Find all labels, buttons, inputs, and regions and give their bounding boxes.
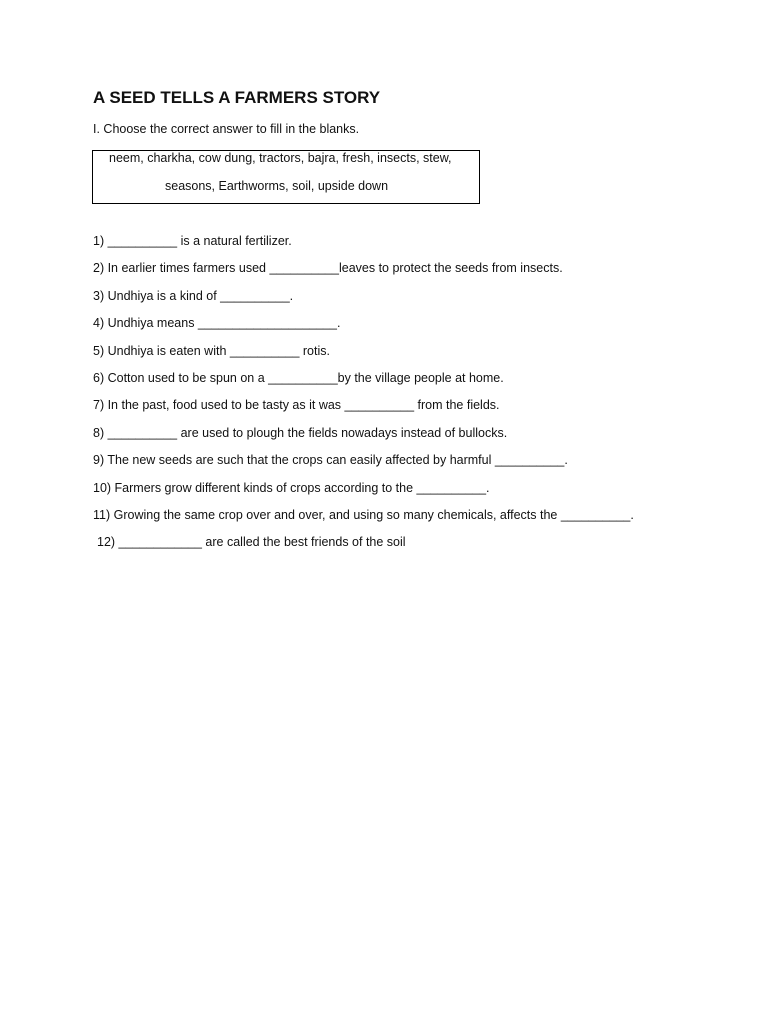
question-7: 7) In the past, food used to be tasty as it was __________ from the fields.	[93, 398, 500, 413]
word-bank-line-1: neem, charkha, cow dung, tractors, bajra, fresh, insects, stew,	[109, 151, 452, 165]
question-11: 11) Growing the same crop over and over, and using so many chemicals, affects the __________.	[93, 507, 634, 522]
question-3: 3) Undhiya is a kind of __________.	[93, 288, 294, 303]
question-1: 1) __________ is a natural fertilizer.	[93, 234, 292, 248]
instruction-text: I. Choose the correct answer to fill in the blanks.	[93, 122, 360, 136]
word-bank-line-2: seasons, Earthworms, soil, upside down	[165, 179, 389, 193]
question-12: 12) ____________ are called the best friends of the soil	[97, 535, 406, 550]
question-9: 9) The new seeds are such that the crops can easily affected by harmful __________.	[93, 453, 568, 468]
word-bank-box	[92, 150, 480, 204]
question-2: 2) In earlier times farmers used __________leaves to protect the seeds from insects.	[93, 261, 563, 276]
question-6: 6) Cotton used to be spun on a __________by the village people at home.	[93, 370, 504, 385]
worksheet-title: A SEED TELLS A FARMERS STORY	[93, 88, 381, 107]
question-8: 8) __________ are used to plough the fields nowadays instead of bullocks.	[93, 425, 508, 440]
question-10: 10) Farmers grow different kinds of crops according to the __________.	[93, 480, 490, 495]
question-5: 5) Undhiya is eaten with __________ rotis.	[93, 343, 330, 358]
question-4: 4) Undhiya means ____________________.	[93, 316, 341, 331]
question-list	[93, 233, 634, 562]
